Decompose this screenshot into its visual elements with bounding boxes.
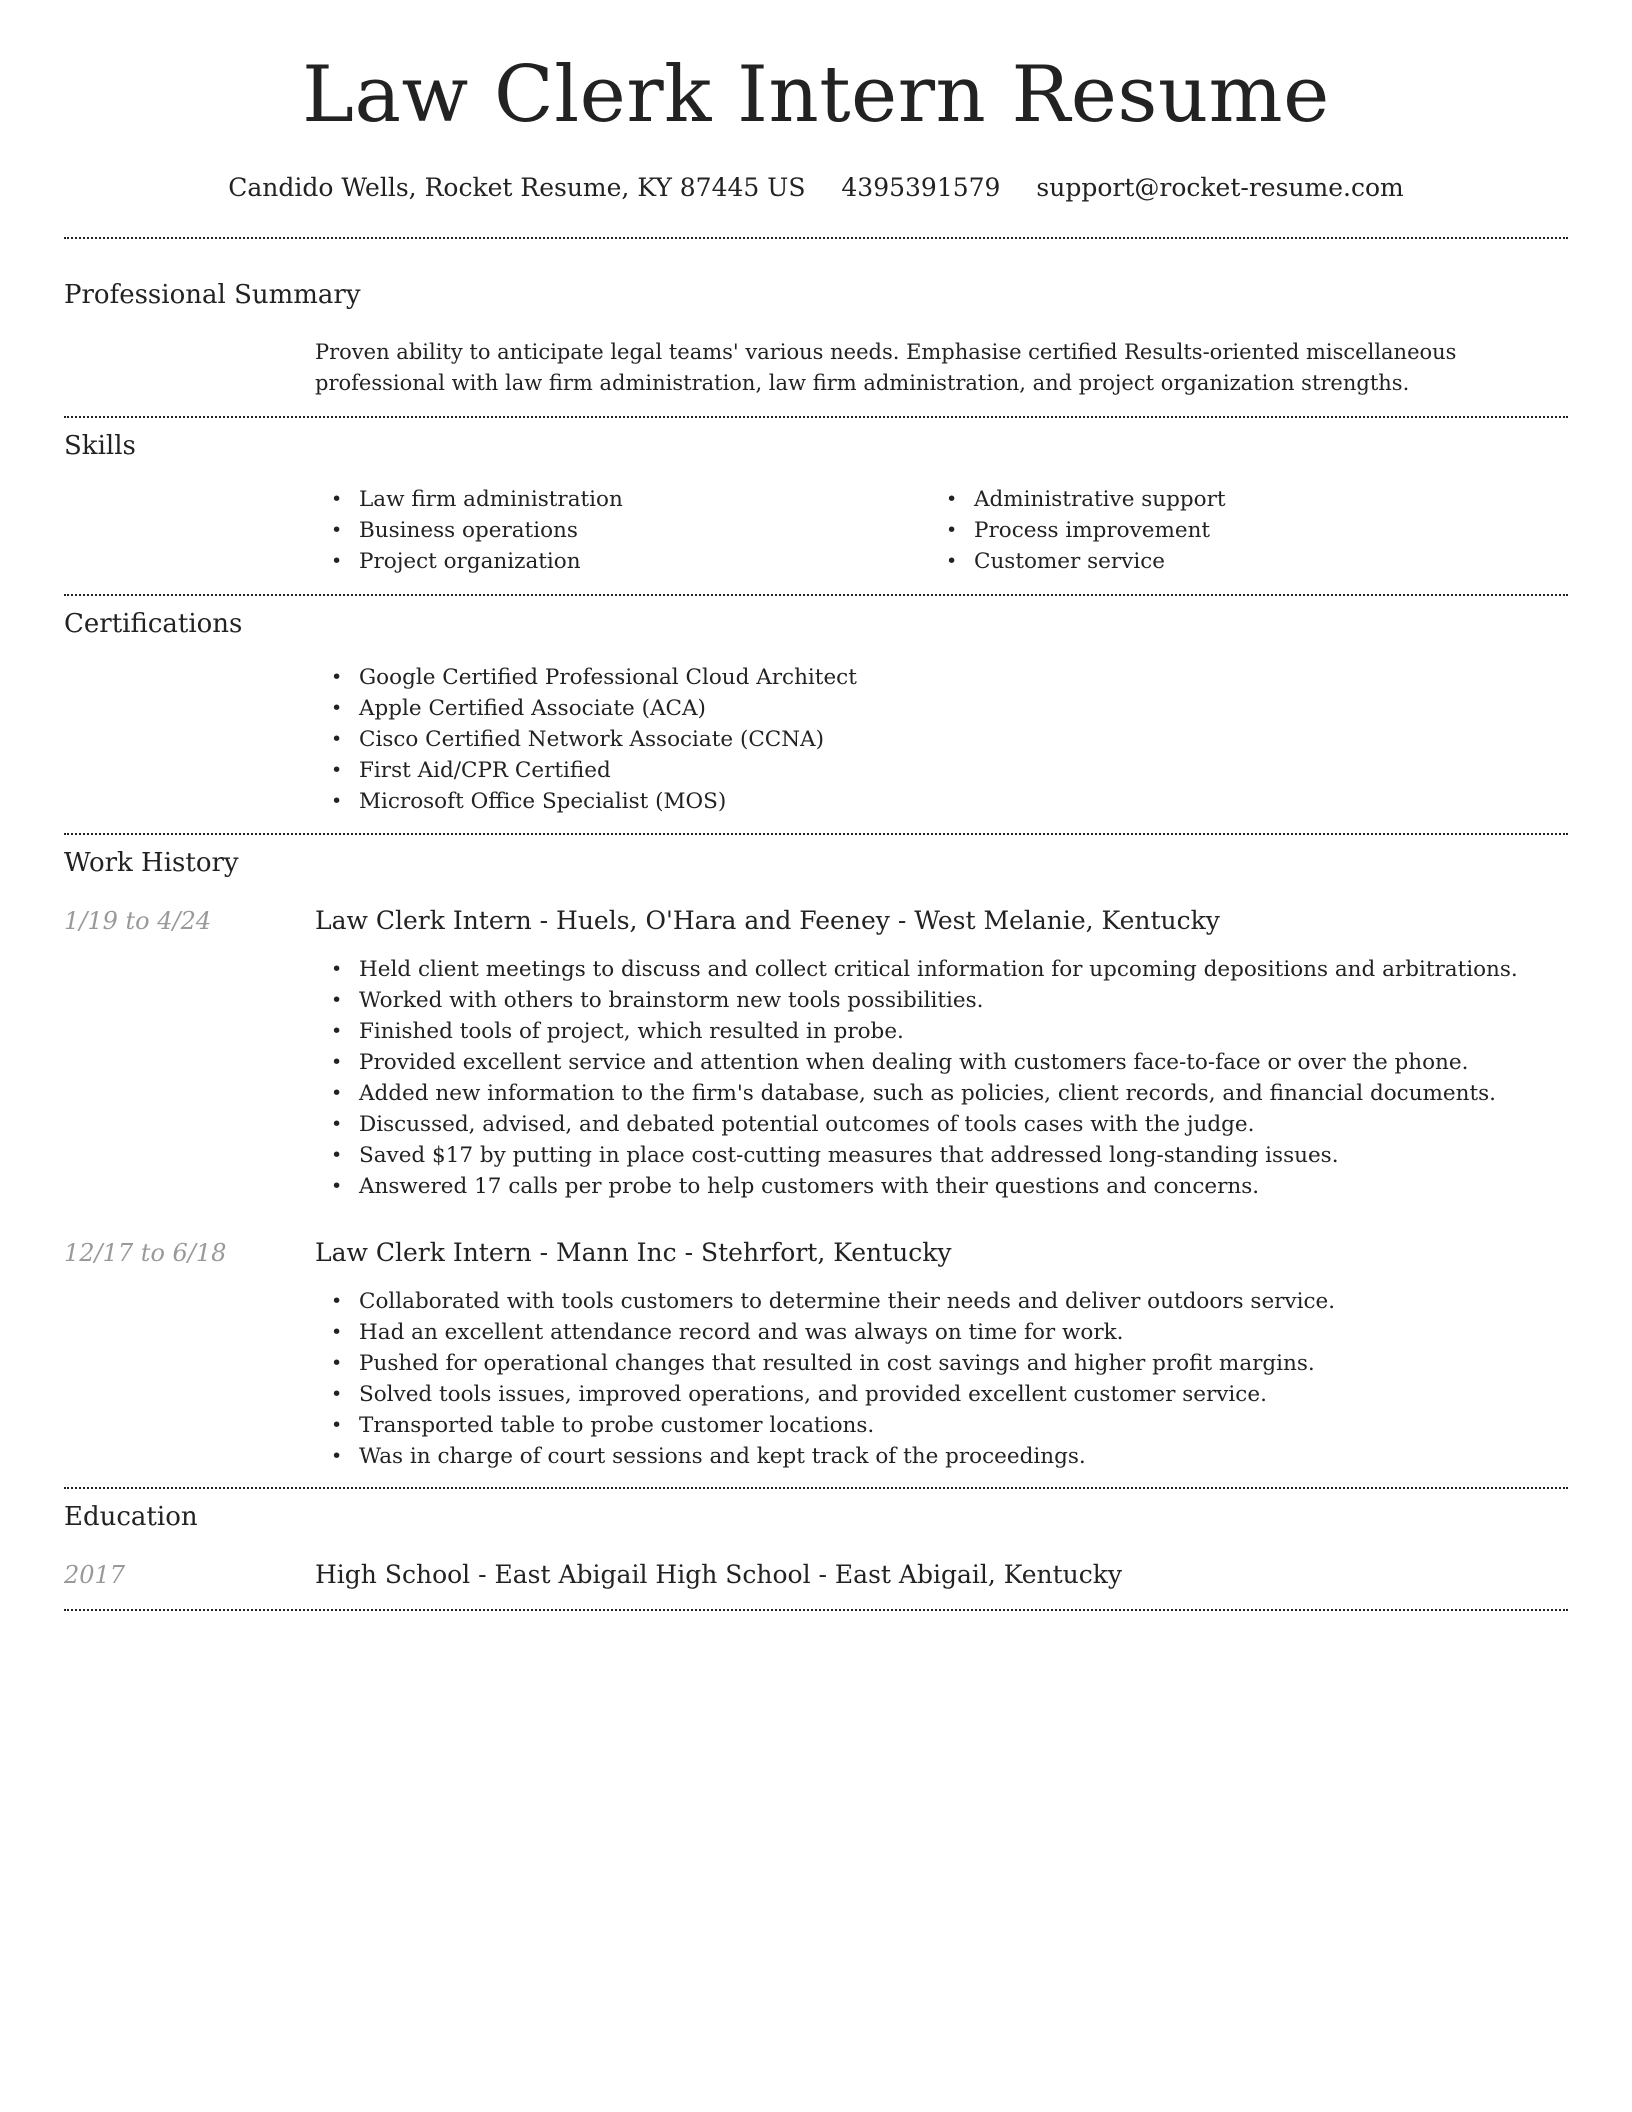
skill-item: • Law firm administration [359, 484, 930, 515]
skills-section [64, 418, 1568, 594]
certifications-heading: Certifications [64, 609, 243, 639]
job-bullet: • Worked with others to brainstorm new tools possibilities. [359, 985, 1568, 1016]
contact-address: Candido Wells, Rocket Resume, KY 87445 US [228, 173, 806, 202]
job-bullet: • Had an excellent attendance record and was always on time for work. [359, 1317, 1568, 1348]
education-year: 2017 [64, 1561, 126, 1589]
divider [64, 1609, 1568, 1611]
job-bullet: • Solved tools issues, improved operations, and provided excellent customer service. [359, 1379, 1568, 1410]
education-section [64, 1489, 1568, 1609]
skill-item: • Customer service [974, 546, 1545, 577]
skill-item: • Business operations [359, 515, 930, 546]
skill-item: • Process improvement [974, 515, 1545, 546]
summary-section [64, 239, 1568, 416]
job-title: Law Clerk Intern - Huels, O'Hara and Feeney - West Melanie, Kentucky [315, 906, 1220, 935]
job-bullet: • Pushed for operational changes that resulted in cost savings and higher profit margins. [359, 1348, 1568, 1379]
summary-text: Proven ability to anticipate legal teams' various needs. Emphasise certified Results-oriented miscellaneous professional with law firm administration, law firm administration, and project organization strengths. [315, 340, 1457, 395]
certification-item: • Apple Certified Associate (ACA) [359, 693, 1568, 724]
job-bullet: • Saved $17 by putting in place cost-cutting measures that addressed long-standing issues. [359, 1140, 1568, 1171]
job-bullet: • Transported table to probe customer locations. [359, 1410, 1568, 1441]
skills-grid [315, 484, 1568, 577]
contact-email: support@rocket-resume.com [1036, 173, 1404, 202]
skills-col-left [315, 484, 930, 577]
job-bullet: • Finished tools of project, which resulted in probe. [359, 1016, 1568, 1047]
job-bullet: • Collaborated with tools customers to determine their needs and deliver outdoors service. [359, 1286, 1568, 1317]
page-title: Law Clerk Intern Resume [302, 50, 1330, 140]
certification-item: • First Aid/CPR Certified [359, 755, 1568, 786]
skill-item: • Administrative support [974, 484, 1545, 515]
job-bullet: • Was in charge of court sessions and kept track of the proceedings. [359, 1441, 1568, 1472]
skill-item: • Project organization [359, 546, 930, 577]
certification-item: • Microsoft Office Specialist (MOS) [359, 786, 1568, 817]
job-bullet: • Held client meetings to discuss and collect critical information for upcoming depositions and arbitrations. [359, 954, 1568, 985]
job-bullet: • Added new information to the firm's database, such as policies, client records, and financial documents. [359, 1078, 1568, 1109]
job-dates: 1/19 to 4/24 [64, 907, 212, 935]
certifications-content [315, 662, 1568, 817]
education-heading: Education [64, 1502, 198, 1532]
skills-content [315, 484, 1568, 577]
education-content [315, 1559, 1568, 1591]
certification-item: • Cisco Certified Network Associate (CCNA) [359, 724, 1568, 755]
resume-page [64, 0, 1568, 1611]
certifications-section [64, 596, 1568, 833]
job-content [315, 1237, 1568, 1472]
job-bullet: • Discussed, advised, and debated potential outcomes of tools cases with the judge. [359, 1109, 1568, 1140]
job-content [315, 905, 1568, 1202]
contact-line [64, 172, 1568, 204]
job-bullet: • Provided excellent service and attention when dealing with customers face-to-face or over the phone. [359, 1047, 1568, 1078]
education-entry: High School - East Abigail High School - East Abigail, Kentucky [315, 1560, 1123, 1589]
work-heading: Work History [64, 848, 239, 878]
certification-item: • Google Certified Professional Cloud Architect [359, 662, 1568, 693]
skills-heading: Skills [64, 431, 136, 461]
job-title: Law Clerk Intern - Mann Inc - Stehrfort, Kentucky [315, 1238, 952, 1267]
summary-content [315, 337, 1568, 399]
work-section [64, 835, 1568, 1487]
job-bullet: • Answered 17 calls per probe to help customers with their questions and concerns. [359, 1171, 1568, 1202]
skills-col-right [930, 484, 1545, 577]
summary-heading: Professional Summary [64, 280, 361, 310]
contact-phone: 4395391579 [841, 173, 1001, 202]
job-dates: 12/17 to 6/18 [64, 1239, 227, 1267]
